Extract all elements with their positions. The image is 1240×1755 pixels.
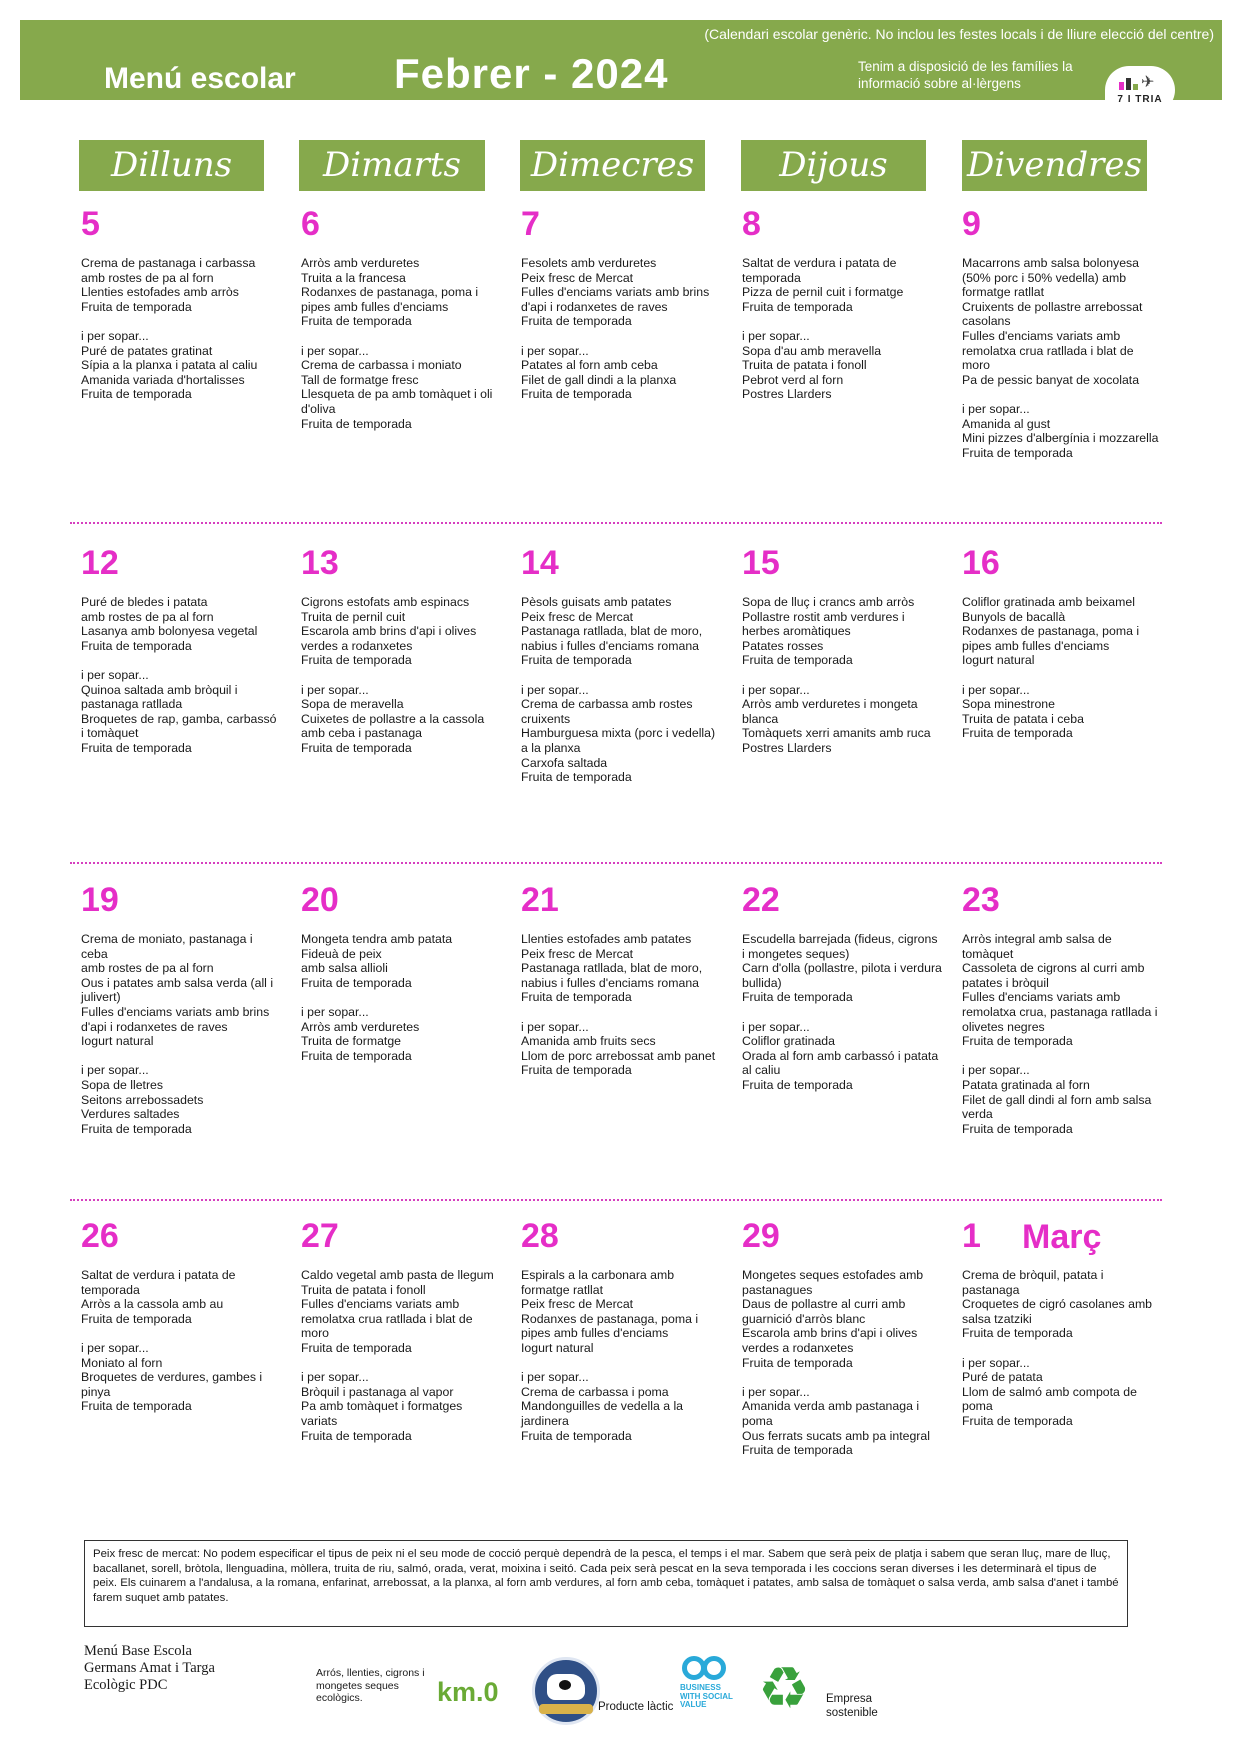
dinner-heading: i per sopar... (301, 1004, 369, 1019)
day-cell (962, 206, 1162, 460)
menu-items (521, 595, 721, 785)
spacer (742, 1005, 942, 1020)
menu-item: Caldo vegetal amb pasta de llegum (301, 1268, 494, 1282)
menu-item: Orada al forn amb carbassó i patata al caliu (742, 1048, 939, 1078)
day-header-thursday: Dijous (741, 140, 926, 191)
menu-item: Fulles d'enciams variats amb brins d'api i rodanxetes de raves (81, 1004, 270, 1034)
base-line: Germans Amat i Targa (84, 1660, 215, 1676)
menu-item: Arròs integral amb salsa de tomàquet (962, 932, 1112, 961)
menu-item: Pebrot verd al forn (742, 372, 844, 387)
menu-item: Ous i patates amb salsa verda (all i julivert) (81, 975, 274, 1005)
dinner-heading: i per sopar... (742, 328, 810, 343)
spacer (742, 314, 942, 329)
menu-item: Arròs amb verduretes (301, 1019, 420, 1034)
dinner-heading: i per sopar... (521, 1370, 589, 1385)
day-cell (962, 545, 1162, 741)
menu-item: Fruita de temporada (81, 387, 192, 402)
week-separator (70, 1199, 1162, 1201)
menu-item: Fruita de temporada (81, 1121, 192, 1136)
menu-items (521, 256, 721, 402)
spacer (962, 1341, 1162, 1356)
menu-item: Sopa d'au amb meravella (742, 343, 882, 358)
recycle-icon: ♻ (758, 1656, 810, 1721)
bars-icon (1119, 76, 1139, 90)
menu-item: Fruita de temporada (742, 1077, 853, 1092)
menu-item: Peix fresc de Mercat (521, 609, 634, 624)
menu-item: Escudella barrejada (fideus, cigrons i mongetes seques) (742, 932, 938, 961)
dinner-heading: i per sopar... (962, 682, 1030, 697)
dinner-heading: i per sopar... (81, 1063, 149, 1078)
spacer (962, 1049, 1162, 1064)
infinity-icon (680, 1656, 732, 1682)
menu-item: Peix fresc de Mercat (521, 946, 634, 961)
menu-item: Fruita de temporada (742, 990, 853, 1005)
menu-item: Saltat de verdura i patata de temporada (81, 1268, 236, 1297)
menu-item: Seitons arrebossadets (81, 1092, 204, 1107)
day-number: 12 (81, 544, 119, 582)
menu-item: Carn d'olla (pollastre, pilota i verdura bullida) (742, 961, 942, 990)
menu-item: Pa de pessic banyat de xocolata (962, 372, 1140, 387)
day-cell (81, 206, 281, 402)
menu-item: Escarola amb brins d'api i olives verdes a rodanxetes (301, 624, 477, 653)
menu-item: Fruita de temporada (742, 1355, 853, 1370)
menu-item: Fesolets amb verduretes (521, 256, 657, 270)
menu-item: Fideuà de peix (301, 946, 382, 961)
menu-item: Fruita de temporada (962, 1034, 1073, 1049)
menu-item: Verdures saltades (81, 1107, 180, 1122)
menu-item: Fulles d'enciams variats amb remolatxa crua ratllada i blat de moro (962, 328, 1134, 373)
menu-item: Fruita de temporada (962, 445, 1073, 460)
menu-item: Fruita de temporada (81, 299, 192, 314)
dinner-heading: i per sopar... (742, 682, 810, 697)
day-number: 16 (962, 544, 1000, 582)
week-separator (70, 522, 1162, 524)
menu-items (81, 932, 281, 1136)
dinner-heading: i per sopar... (962, 1355, 1030, 1370)
menu-item: Patates al forn amb ceba (521, 358, 658, 373)
menu-item: Bròquil i pastanaga al vapor (301, 1384, 454, 1399)
spacer (521, 1356, 721, 1371)
day-number: 1 (962, 1217, 981, 1255)
spacer (301, 329, 501, 344)
menu-item: Sípia a la planxa i patata al caliu (81, 358, 258, 373)
menu-item: Fulles d'enciams variats amb brins d'api i rodanxetes de raves (521, 285, 710, 314)
dinner-heading: i per sopar... (301, 1370, 369, 1385)
menu-item: Pizza de pernil cuit i formatge (742, 285, 904, 300)
menu-item: Iogurt natural (521, 1340, 594, 1355)
spacer (962, 387, 1162, 402)
menu-item: Fulles d'enciams variats amb remolatxa crua ratllada i blat de moro (301, 1297, 473, 1341)
dinner-heading: i per sopar... (81, 328, 149, 343)
dinner-heading: i per sopar... (81, 667, 149, 682)
menu-item: Fruita de temporada (521, 990, 632, 1005)
social-value-text: BUSINESS WITH SOCIAL VALUE (680, 1683, 733, 1709)
day-number: 23 (962, 881, 1000, 919)
menu-item: Fruita de temporada (301, 653, 412, 668)
day-number: 19 (81, 881, 119, 919)
menu-item: Fruita de temporada (81, 638, 192, 653)
menu-item: Patata gratinada al forn (962, 1077, 1090, 1092)
menu-item: Truita a la francesa (301, 270, 406, 285)
page-title: Menú escolar (104, 62, 296, 95)
menu-item: Rodanxes de pastanaga, poma i pipes amb fulles d'enciams (962, 624, 1140, 653)
menu-item: Fruita de temporada (962, 726, 1073, 741)
menu-items (301, 1268, 501, 1443)
menu-item: Fruita de temporada (962, 1326, 1073, 1341)
day-cell (301, 545, 501, 756)
menu-items (521, 1268, 721, 1443)
menu-items (962, 256, 1162, 460)
menu-item: Truita de formatge (301, 1034, 402, 1049)
menu-items (301, 595, 501, 756)
menu-items (962, 932, 1162, 1136)
dinner-heading: i per sopar... (521, 1019, 589, 1034)
spacer (81, 1049, 281, 1064)
menu-item: Ous ferrats sucats amb pa integral (742, 1428, 930, 1443)
menu-item: Carxofa saltada (521, 755, 608, 770)
day-cell (962, 1218, 1162, 1429)
menu-item: Macarrons amb salsa bolonyesa (50% porc i 50% vedella) amb formatge ratllat (962, 256, 1140, 300)
menu-item: Crema de carbassa i poma (521, 1384, 669, 1399)
spacer (301, 990, 501, 1005)
menu-item: Puré de patata (962, 1370, 1043, 1385)
day-cell (301, 882, 501, 1063)
dairy-label: Producte làctic (598, 1701, 674, 1713)
logo-text: 7 I TRIA (1117, 94, 1163, 105)
spacer (81, 314, 281, 329)
menu-item: Crema de carbassa amb rostes cruixents (521, 697, 693, 726)
menu-item: Daus de pollastre al curri amb guarnició d'arròs blanc (742, 1297, 906, 1326)
day-number: 8 (742, 205, 761, 243)
menu-item: Patates rosses (742, 638, 824, 653)
menu-item: Coliflor gratinada (742, 1034, 835, 1049)
menu-item: Fruita de temporada (301, 416, 412, 431)
menu-item: Mongeta tendra amb patata (301, 932, 453, 946)
menu-item: Llom de porc arrebossat amb panet (521, 1048, 716, 1063)
menu-item: Fruita de temporada (521, 653, 632, 668)
spacer (521, 668, 721, 683)
menu-item: Fulles d'enciams variats amb remolatxa crua, pastanaga ratllada i olivetes negres (962, 990, 1158, 1034)
menu-item: Peix fresc de Mercat (521, 270, 634, 285)
menu-item: Amanida amb fruits secs (521, 1034, 656, 1049)
dinner-heading: i per sopar... (742, 1019, 810, 1034)
menu-item: Fruita de temporada (962, 1121, 1073, 1136)
day-cell (521, 1218, 721, 1443)
day-number: 14 (521, 544, 559, 582)
allergen-info: Tenim a disposició de les famílies la informació sobre al·lèrgens (858, 59, 1073, 91)
fish-note-box: Peix fresc de mercat: No podem especificar el tipus de peix ni el seu mode de cocció perquè dependrà de la pesca, el temps i el mar. Sabem que serà peix de platja i sabem que seran lluç, mare de lluç, bacallanet, sorell, bròtola, llenguadina, mòllera, truita de riu, salmó, orada, verat, moixina i seitó. Cada peix serà pescat en la seva temporada i les coccions seran diverses i les determinarà el tipus de peix. Els cuinarem a l'andalusa, a la romana, enfarinat, arrebossat, a la planxa, al forn amb verdures, al forn amb ceba, tomàquet i patates, amb salsa de tomàquet o salsa verda, amb salsa d'anet i també farem suquet amb patates. (84, 1540, 1128, 1627)
week-separator (70, 862, 1162, 864)
day-cell (742, 545, 942, 756)
menu-item: Fruita de temporada (301, 1340, 412, 1355)
menu-item: Fruita de temporada (742, 653, 853, 668)
menu-item: amb salsa allioli (301, 961, 388, 976)
dinner-heading: i per sopar... (521, 343, 589, 358)
dinner-heading: i per sopar... (301, 682, 369, 697)
day-header-wednesday: Dimecres (520, 140, 705, 191)
spacer (301, 1356, 501, 1371)
menu-item: Sopa de lletres (81, 1077, 164, 1092)
day-cell (301, 206, 501, 431)
month-label: Març (1022, 1218, 1102, 1256)
sustainable-label: Empresa sostenible (826, 1693, 878, 1719)
menu-base-info (84, 1643, 215, 1694)
7-i-tria-logo (1105, 66, 1175, 114)
menu-item: Llenties estofades amb arròs (81, 285, 239, 300)
dinner-heading: i per sopar... (742, 1384, 810, 1399)
menu-item: Pastanaga ratllada, blat de moro, nabius i fulles d'enciams romana (521, 624, 703, 653)
menu-item: Sopa minestrone (962, 697, 1055, 712)
menu-item: Cruixents de pollastre arrebossat casolans (962, 299, 1143, 329)
menu-item: Fruita de temporada (962, 1413, 1073, 1428)
day-header-friday: Divendres (962, 140, 1147, 191)
day-cell (521, 206, 721, 402)
menu-item: Arròs amb verduretes i mongeta blanca (742, 697, 918, 726)
spacer (521, 1005, 721, 1020)
menu-item: Arròs a la cassola amb au (81, 1297, 224, 1312)
menu-item: Filet de gall dindi al forn amb salsa verda (962, 1092, 1152, 1122)
menu-item: Peix fresc de Mercat (521, 1297, 634, 1312)
menu-item: Mongetes seques estofades amb pastanagues (742, 1268, 924, 1297)
dinner-heading: i per sopar... (962, 1063, 1030, 1078)
menu-item: Truita de patata i ceba (962, 711, 1084, 726)
day-header-tuesday: Dimarts (299, 140, 485, 191)
menu-item: Mandonguilles de vedella a la jardinera (521, 1399, 684, 1428)
menu-items (742, 932, 942, 1093)
km0-logo (437, 1677, 499, 1708)
day-number: 29 (742, 1217, 780, 1255)
menu-item: Llesqueta de pa amb tomàquet i oli d'oliva (301, 387, 493, 416)
menu-items (962, 595, 1162, 741)
menu-item: amb rostes de pa al forn (81, 961, 214, 976)
cow-logo-icon (532, 1657, 600, 1725)
bird-icon: ✈ (1141, 74, 1155, 91)
day-cell (742, 206, 942, 402)
spacer (962, 668, 1162, 683)
menu-item: Puré de patates gratinat (81, 343, 213, 358)
day-number: 6 (301, 205, 320, 243)
dinner-heading: i per sopar... (962, 401, 1030, 416)
day-cell (742, 882, 942, 1093)
menu-item: Escarola amb brins d'api i olives verdes a rodanxetes (742, 1326, 918, 1355)
menu-items (962, 1268, 1162, 1429)
menu-item: Pastanaga ratllada, blat de moro, nabius i fulles d'enciams romana (521, 961, 703, 990)
menu-items (742, 256, 942, 402)
day-number: 13 (301, 544, 339, 582)
menu-item: Iogurt natural (962, 653, 1035, 668)
menu-item: Arròs amb verduretes (301, 256, 420, 270)
menu-items (81, 595, 281, 756)
month-title: Febrer - 2024 (394, 50, 669, 97)
menu-item: Hamburguesa mixta (porc i vedella) a la planxa (521, 726, 716, 755)
menu-items (301, 256, 501, 431)
dinner-heading: i per sopar... (81, 1340, 149, 1355)
menu-item: Sopa de meravella (301, 697, 404, 712)
menu-item: Mini pizzes d'albergínia i mozzarella (962, 431, 1159, 446)
day-cell (742, 1218, 942, 1458)
menu-item: Quinoa saltada amb bròquil i pastanaga ratllada (81, 682, 238, 712)
day-cell (81, 882, 281, 1136)
day-cell (301, 1218, 501, 1443)
day-number: 5 (81, 205, 100, 243)
menu-item: Llom de salmó amb compota de poma (962, 1384, 1137, 1414)
menu-item: Fruita de temporada (301, 740, 412, 755)
menu-item: Amanida al gust (962, 416, 1051, 431)
menu-item: Rodanxes de pastanaga, poma i pipes amb fulles d'enciams (521, 1311, 699, 1341)
day-number: 21 (521, 881, 559, 919)
menu-item: amb rostes de pa al forn (81, 609, 214, 624)
menu-item: Broquetes de rap, gamba, carbassó i tomàquet (81, 711, 277, 741)
spacer (301, 668, 501, 683)
menu-item: Fruita de temporada (301, 1428, 412, 1443)
menu-item: Rodanxes de pastanaga, poma i pipes amb fulles d'enciams (301, 285, 479, 314)
spacer (81, 653, 281, 668)
menu-item: Fruita de temporada (301, 975, 412, 990)
menu-items (521, 932, 721, 1078)
menu-item: Fruita de temporada (521, 770, 632, 785)
menu-item: Fruita de temporada (301, 1048, 412, 1063)
menu-item: Crema de bròquil, patata i pastanaga (962, 1268, 1104, 1297)
day-header-monday: Dilluns (79, 140, 264, 191)
menu-item: Fruita de temporada (742, 1443, 853, 1458)
menu-item: Croquetes de cigró casolanes amb salsa tzatziki (962, 1297, 1153, 1326)
day-number: 22 (742, 881, 780, 919)
day-cell (81, 1218, 281, 1414)
menu-item: Truita de pernil cuit (301, 609, 406, 624)
menu-item: Fruita de temporada (521, 1428, 632, 1443)
menu-item: Tall de formatge fresc (301, 372, 419, 387)
menu-items (742, 595, 942, 756)
base-line: Ecològic PDC (84, 1677, 168, 1693)
day-number: 27 (301, 1217, 339, 1255)
day-number: 28 (521, 1217, 559, 1255)
menu-item: Postres Llarders (742, 387, 832, 402)
menu-item: Crema de moniato, pastanaga i ceba (81, 932, 253, 961)
spacer (521, 329, 721, 344)
menu-item: Amanida verda amb pastanaga i poma (742, 1399, 920, 1428)
header-banner (20, 20, 1222, 105)
menu-item: Pèsols guisats amb patates (521, 595, 672, 609)
menu-item: Llenties estofades amb patates (521, 932, 692, 946)
menu-item: Fruita de temporada (521, 387, 632, 402)
menu-item: Pa amb tomàquet i formatges variats (301, 1399, 463, 1428)
menu-item: Puré de bledes i patata (81, 595, 208, 609)
menu-item: Crema de carbassa i moniato (301, 358, 462, 373)
menu-item: Saltat de verdura i patata de temporada (742, 256, 897, 285)
menu-item: Bunyols de bacallà (962, 609, 1066, 624)
menu-item: Truita de patata i fonoll (301, 1282, 426, 1297)
menu-item: Cigrons estofats amb espinacs (301, 595, 470, 609)
menu-item: Coliflor gratinada amb beixamel (962, 595, 1135, 609)
menu-items (742, 1268, 942, 1458)
menu-item: Filet de gall dindi a la planxa (521, 372, 677, 387)
menu-item: Fruita de temporada (521, 1063, 632, 1078)
day-number: 9 (962, 205, 981, 243)
menu-item: Broquetes de verdures, gambes i pinya (81, 1370, 263, 1399)
menu-item: Fruita de temporada (81, 1399, 192, 1414)
dinner-heading: i per sopar... (521, 682, 589, 697)
menu-item: amb rostes de pa al forn (81, 270, 214, 285)
day-number: 26 (81, 1217, 119, 1255)
menu-item: Espirals a la carbonara amb formatge ratllat (521, 1268, 675, 1297)
eco-text: Arrós, llenties, cigrons i mongetes seques ecològics. (316, 1667, 425, 1704)
day-number: 7 (521, 205, 540, 243)
day-cell (521, 545, 721, 785)
menu-item: Amanida variada d'hortalisses (81, 372, 245, 387)
menu-items (301, 932, 501, 1063)
km0-text: km.0 (437, 1677, 499, 1707)
menu-items (81, 1268, 281, 1414)
menu-item: Fruita de temporada (81, 740, 192, 755)
menu-item: Sopa de lluç i crancs amb arròs (742, 595, 915, 609)
menu-item: Fruita de temporada (742, 299, 853, 314)
menu-item: Fruita de temporada (521, 314, 632, 329)
menu-item: Tomàquets xerri amanits amb ruca (742, 726, 931, 741)
menu-items (81, 256, 281, 402)
menu-item: Cassoleta de cigrons al curri amb patates i bròquil (962, 961, 1145, 990)
day-cell (521, 882, 721, 1078)
menu-item: Crema de pastanaga i carbassa (81, 256, 256, 270)
menu-item: Pollastre rostit amb verdures i herbes aromàtiques (742, 609, 905, 639)
social-value-logo (680, 1656, 736, 1710)
calendar-note: (Calendari escolar genèric. No inclou les festes locals i de lliure elecció del centre) (704, 26, 1214, 42)
day-cell (81, 545, 281, 756)
menu-item: Iogurt natural (81, 1034, 154, 1049)
menu-item: Cuixetes de pollastre a la cassola amb ceba i pastanaga (301, 711, 485, 741)
spacer (742, 668, 942, 683)
menu-item: Moniato al forn (81, 1355, 163, 1370)
menu-item: Lasanya amb bolonyesa vegetal (81, 624, 258, 639)
dinner-heading: i per sopar... (301, 343, 369, 358)
day-number: 20 (301, 881, 339, 919)
day-cell (962, 882, 1162, 1136)
menu-item: Fruita de temporada (301, 314, 412, 329)
menu-item: Truita de patata i fonoll (742, 358, 867, 373)
menu-item: Fruita de temporada (81, 1311, 192, 1326)
spacer (742, 1370, 942, 1385)
base-line: Menú Base Escola (84, 1643, 192, 1659)
day-number: 15 (742, 544, 780, 582)
menu-item: Postres Llarders (742, 740, 832, 755)
spacer (81, 1326, 281, 1341)
